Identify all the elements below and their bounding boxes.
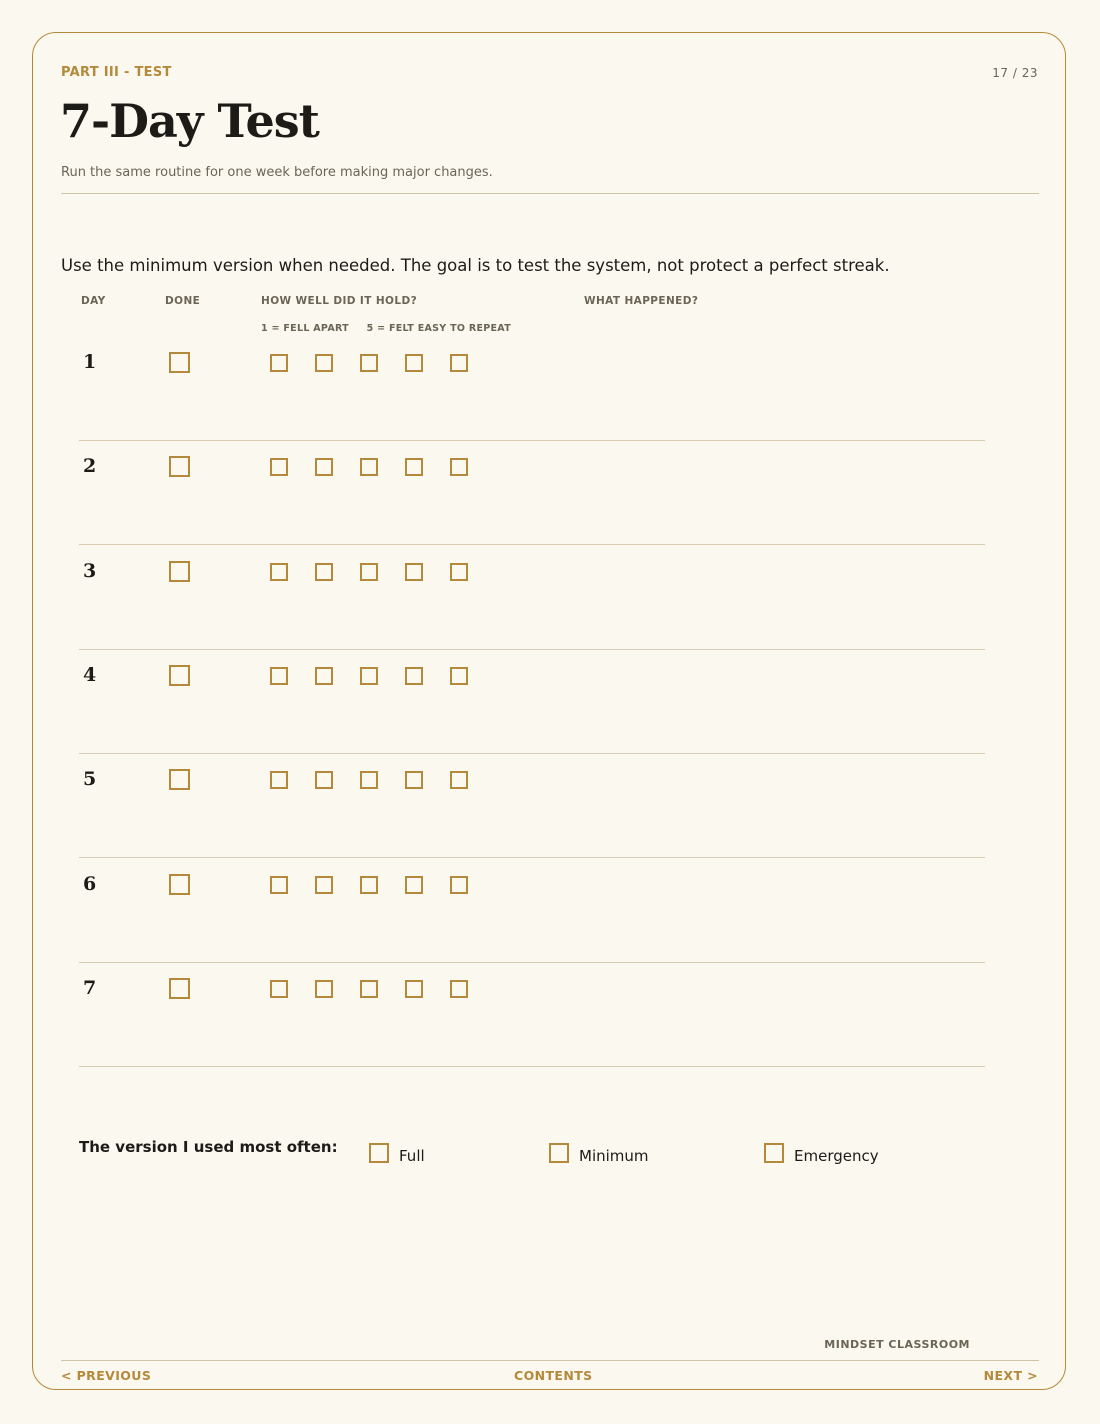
rating-checkbox-1[interactable] (270, 563, 288, 581)
rating-checkbox-4[interactable] (405, 980, 423, 998)
table-row (79, 441, 985, 545)
rating-checkbox-1[interactable] (270, 354, 288, 372)
rating-checkbox-2[interactable] (315, 354, 333, 372)
rating-checkbox-1[interactable] (270, 771, 288, 789)
previous-link[interactable]: < PREVIOUS (61, 1368, 152, 1383)
rating-checkbox-2[interactable] (315, 563, 333, 581)
rating-checkbox-5[interactable] (450, 354, 468, 372)
rating-checkbox-3[interactable] (360, 771, 378, 789)
version-option-label: Full (399, 1147, 425, 1165)
column-header-day: DAY (81, 295, 106, 307)
rating-checkbox-3[interactable] (360, 876, 378, 894)
rating-checkbox-1[interactable] (270, 458, 288, 476)
rating-checkbox-1[interactable] (270, 980, 288, 998)
row-divider (79, 1066, 985, 1067)
version-minimum-checkbox[interactable] (549, 1143, 569, 1163)
day-number: 3 (83, 559, 97, 582)
next-link[interactable]: NEXT > (983, 1368, 1038, 1383)
rating-checkbox-5[interactable] (450, 563, 468, 581)
version-emergency-checkbox[interactable] (764, 1143, 784, 1163)
day-number: 4 (83, 663, 97, 686)
day-number: 6 (83, 872, 97, 895)
rating-checkbox-2[interactable] (315, 980, 333, 998)
day-number: 7 (83, 976, 97, 999)
intro-text: Use the minimum version when needed. The goal is to test the system, not protect a perfect streak. (61, 256, 890, 275)
table-row (79, 859, 985, 963)
table-row (79, 963, 985, 1067)
rating-checkbox-5[interactable] (450, 667, 468, 685)
table-row (79, 337, 985, 441)
rating-checkbox-3[interactable] (360, 563, 378, 581)
day-number: 5 (83, 768, 97, 791)
page-number: 17 / 23 (992, 66, 1038, 80)
scale-high-label: 5 = FELT EASY TO REPEAT (366, 323, 511, 334)
table-row (79, 650, 985, 754)
page-subtitle: Run the same routine for one week before making major changes. (61, 165, 493, 180)
section-kicker: PART III - TEST (61, 65, 172, 80)
done-checkbox[interactable] (169, 769, 190, 790)
column-header-done: DONE (165, 295, 201, 307)
done-checkbox[interactable] (169, 352, 190, 373)
done-checkbox[interactable] (169, 561, 190, 582)
rating-checkbox-4[interactable] (405, 563, 423, 581)
day-number: 2 (83, 455, 97, 478)
day-number: 1 (83, 351, 97, 373)
rating-checkbox-3[interactable] (360, 980, 378, 998)
rating-checkbox-4[interactable] (405, 771, 423, 789)
done-checkbox[interactable] (169, 456, 190, 477)
column-header-hold: HOW WELL DID IT HOLD? (261, 295, 418, 307)
table-row (79, 754, 985, 858)
rating-checkbox-4[interactable] (405, 876, 423, 894)
rating-checkbox-3[interactable] (360, 458, 378, 476)
rating-checkbox-4[interactable] (405, 354, 423, 372)
rating-checkbox-3[interactable] (360, 667, 378, 685)
scale-low-label: 1 = FELL APART (261, 323, 349, 334)
rating-checkbox-4[interactable] (405, 458, 423, 476)
done-checkbox[interactable] (169, 665, 190, 686)
rating-checkbox-5[interactable] (450, 980, 468, 998)
rating-checkbox-2[interactable] (315, 771, 333, 789)
version-full-checkbox[interactable] (369, 1143, 389, 1163)
column-header-what-happened: WHAT HAPPENED? (584, 295, 699, 307)
rating-scale-legend (261, 323, 525, 334)
rating-checkbox-5[interactable] (450, 876, 468, 894)
brand-name: MINDSET CLASSROOM (824, 1338, 970, 1351)
done-checkbox[interactable] (169, 978, 190, 999)
footer-divider (61, 1360, 1039, 1361)
version-option-label: Minimum (579, 1147, 649, 1165)
table-row (79, 546, 985, 650)
rating-checkbox-1[interactable] (270, 876, 288, 894)
version-label: The version I used most often: (79, 1138, 338, 1156)
page-title: 7-Day Test (60, 94, 319, 148)
rating-checkbox-1[interactable] (270, 667, 288, 685)
rating-checkbox-5[interactable] (450, 771, 468, 789)
contents-link[interactable]: CONTENTS (514, 1368, 593, 1383)
done-checkbox[interactable] (169, 874, 190, 895)
rating-checkbox-3[interactable] (360, 354, 378, 372)
rating-checkbox-4[interactable] (405, 667, 423, 685)
rating-checkbox-2[interactable] (315, 458, 333, 476)
rating-checkbox-2[interactable] (315, 667, 333, 685)
rating-checkbox-5[interactable] (450, 458, 468, 476)
rating-checkbox-2[interactable] (315, 876, 333, 894)
header-divider (61, 193, 1039, 194)
version-option-label: Emergency (794, 1147, 879, 1165)
